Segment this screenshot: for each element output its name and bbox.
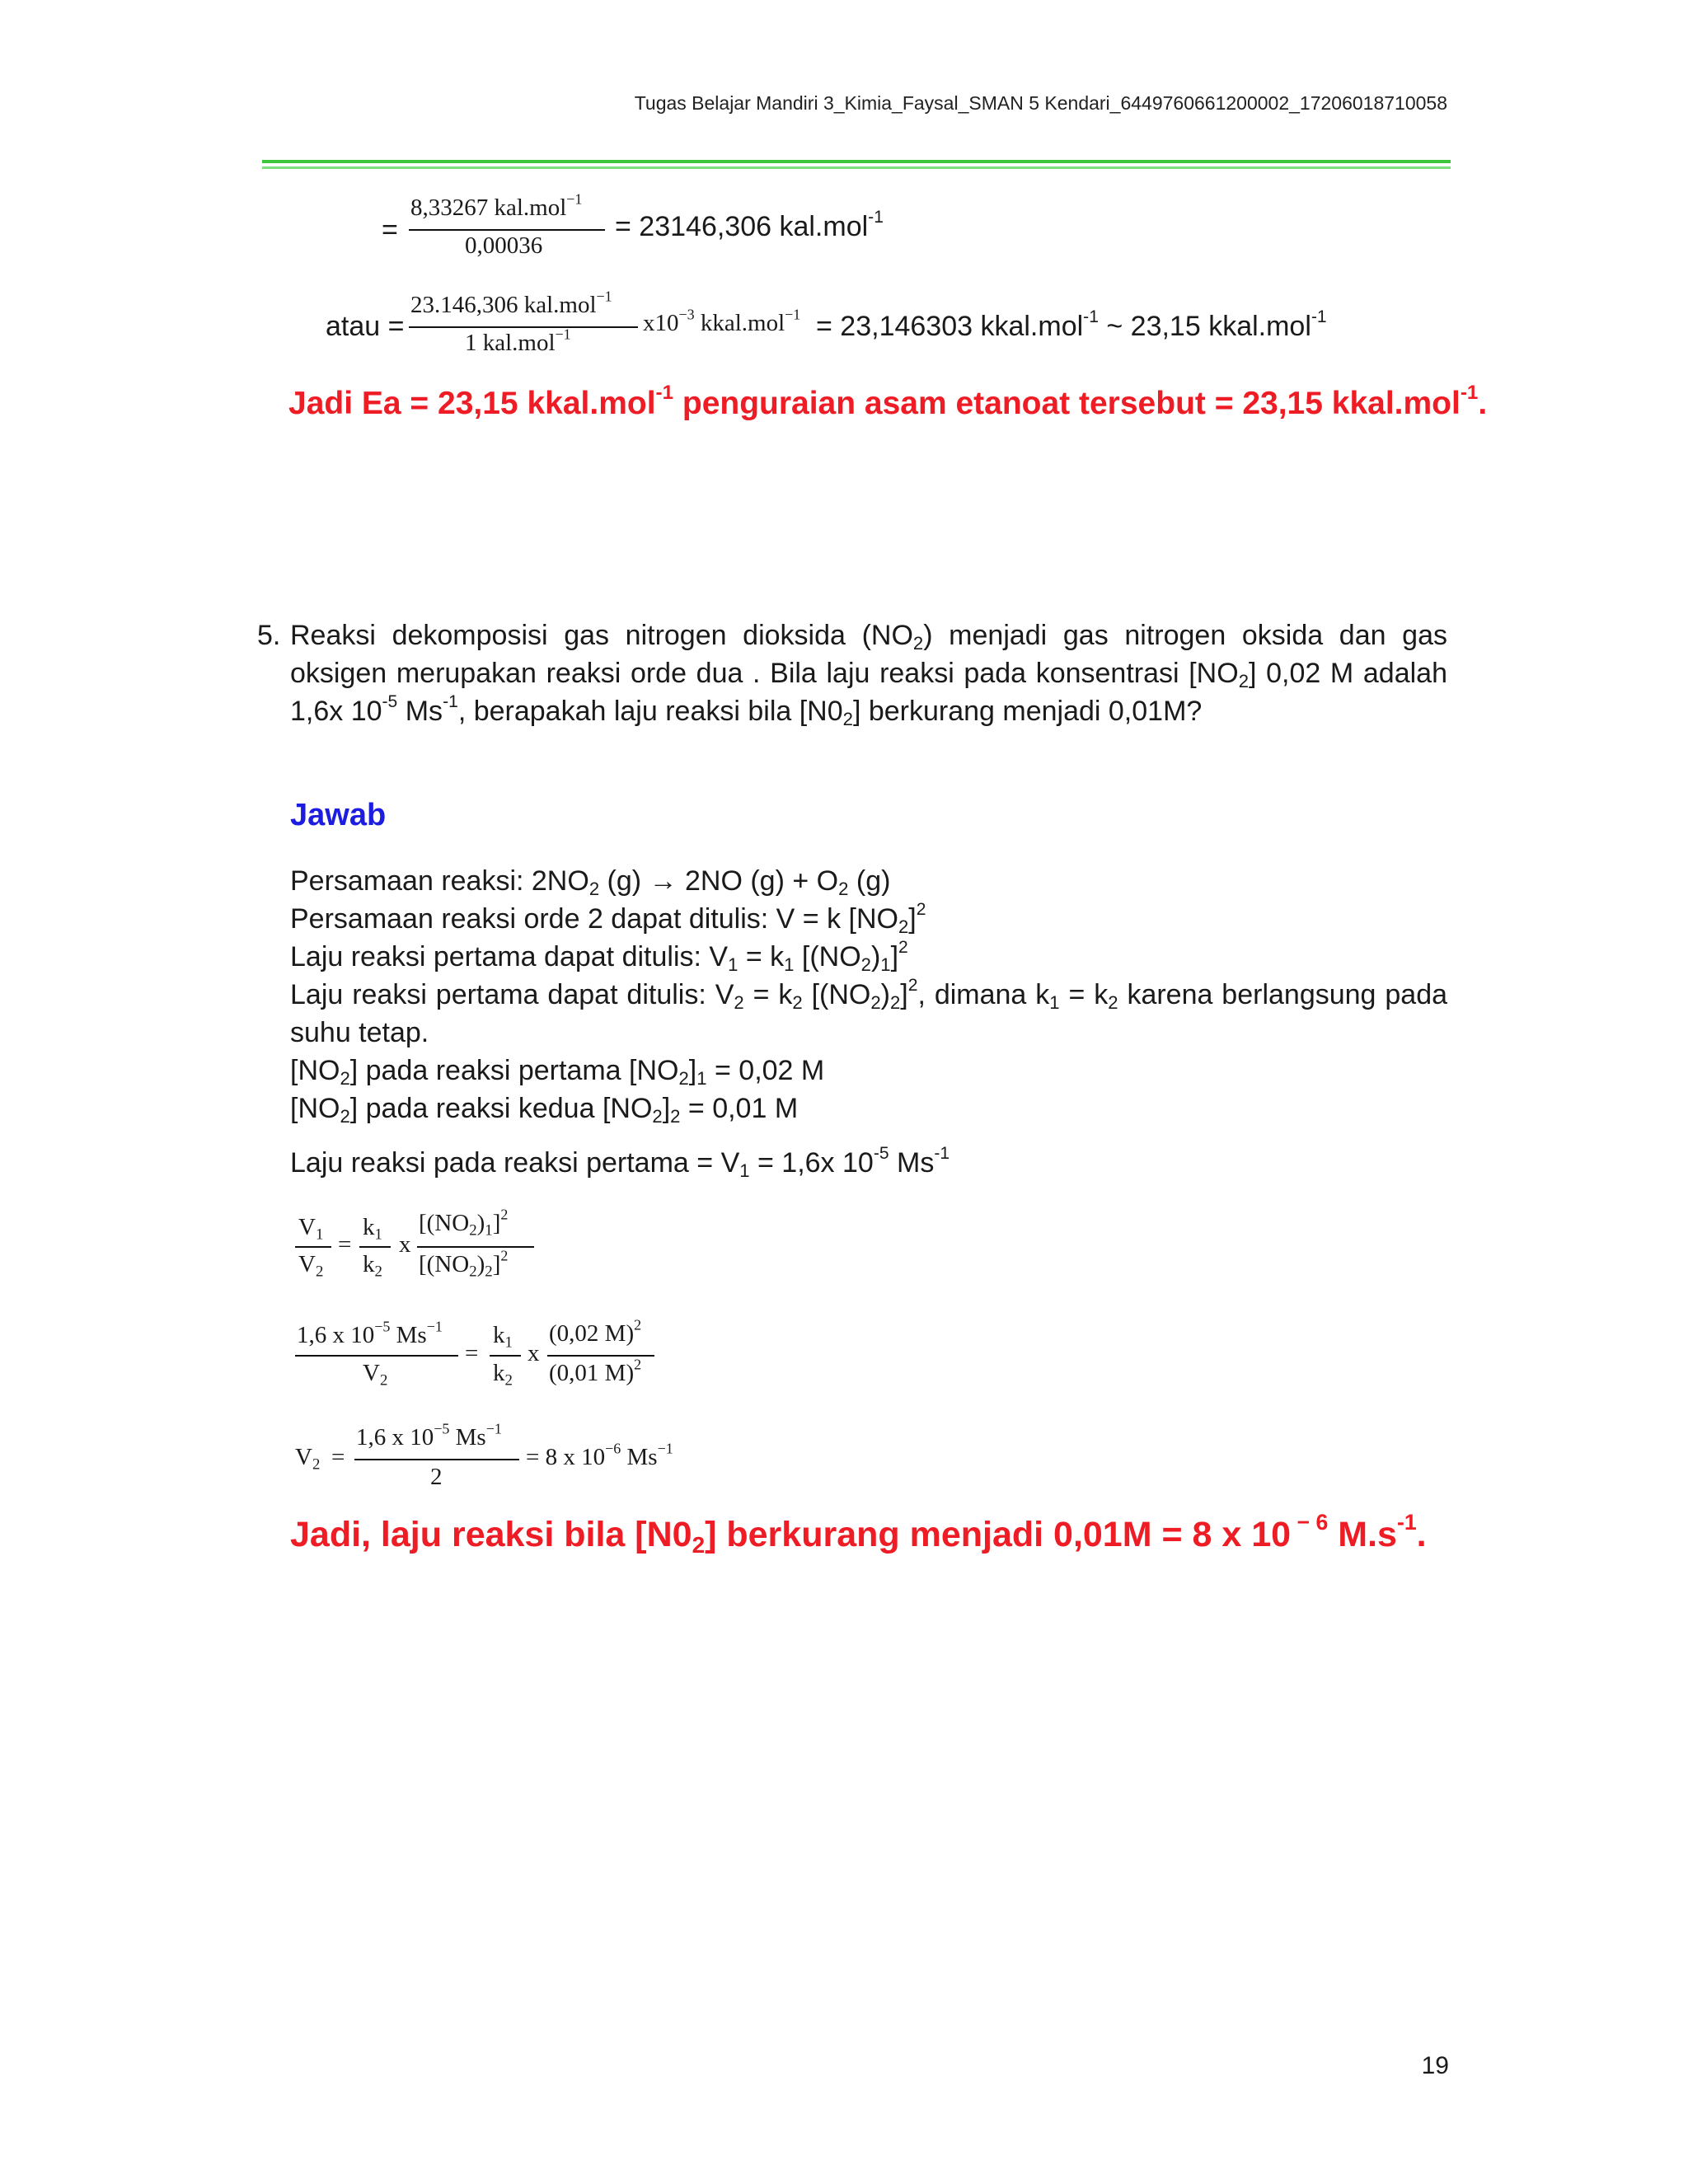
fraction-bar — [490, 1355, 521, 1357]
fraction-denominator: 1 kal.mol$^{-1}$ — [465, 326, 571, 356]
eq-term: $V_2$ — [363, 1360, 388, 1390]
conclusion-activation-energy: Jadi Ea = 23,15 kkal.mol$^{-1}$ penguraian asam etanoat tersebut = 23,15 kkal.mol$^{-1}$. — [288, 381, 1488, 421]
calc-result: = 23,146303 kkal.mol$^{-1}$ ~ 23,15 kkal.mol$^{-1}$ — [816, 307, 1327, 342]
eq-sign: = — [331, 1444, 345, 1470]
fraction-bar — [359, 1246, 391, 1248]
answer-line: Persamaan reaksi: $2NO_2$ (g) → 2NO $(g) + O_2$ (g) — [290, 865, 891, 900]
eq-term: $k_1$ — [363, 1214, 382, 1244]
page-number: 19 — [1421, 2052, 1449, 2079]
answer-line: $[NO_2]$ pada reaksi pertama $[NO_2]_1 = 0,02$ M — [290, 1055, 825, 1090]
calc-result: = 23146,306 kal.mol$^{-1}$ — [615, 208, 884, 242]
eq-term: 1,6 x $10^{-5}$ $Ms^{-1}$ — [297, 1318, 443, 1348]
eq-multiply: x — [399, 1231, 411, 1258]
answer-line: Persamaan reaksi orde 2 dapat ditulis: V = k $[NO_2]^2$ — [290, 900, 926, 938]
eq-term: $V_1$ — [298, 1214, 324, 1244]
eq-term: $[(NO_2)_2]^2$ — [419, 1247, 509, 1281]
fraction-bar — [409, 326, 638, 328]
eq-term: $k_2$ — [363, 1251, 382, 1281]
fraction-bar — [295, 1355, 458, 1357]
eq-result: = 8 x $10^{-6}$ $Ms^{-1}$ — [526, 1440, 673, 1470]
equals-sign: = — [382, 214, 398, 246]
calc-lead: atau = — [326, 311, 405, 342]
eq-sign: = — [465, 1340, 479, 1366]
fraction-bar — [354, 1459, 519, 1460]
answer-body — [290, 862, 1447, 1182]
answer-line: Laju reaksi pertama dapat ditulis: $V_2 = k_2$ $[(NO_2)_2]^2$, dimana $k_1 = k_2$ karena berlangsung pada — [290, 976, 1448, 1014]
question-text — [290, 616, 1447, 730]
question-line: 1,6x $10^{-5}$ $Ms^{-1}$, berapakah laju reaksi bila $[N0_2]$ berkurang menjadi 0,01M? — [290, 692, 1203, 730]
eq-term: $k_2$ — [493, 1360, 513, 1390]
fraction-bar — [295, 1246, 331, 1248]
header-rule — [262, 160, 1451, 163]
answer-line: $[NO_2]$ pada reaksi kedua $[NO_2]_2 = 0,01$ M — [290, 1093, 799, 1127]
answer-line: Laju reaksi pada reaksi pertama = $V_1 = 1,6x$ $10^{-5}$ $Ms^{-1}$ — [290, 1144, 950, 1182]
right-arrow-icon: → — [649, 865, 678, 897]
fraction-denominator: 0,00036 — [465, 232, 543, 259]
eq-term: $k_1$ — [493, 1322, 513, 1352]
eq-term: (0,02 M)$^2$ — [549, 1316, 642, 1347]
eq-sign: = — [338, 1231, 352, 1258]
page-header: Tugas Belajar Mandiri 3_Kimia_Faysal_SMAN 5 Kendari_6449760661200002_17206018710058 — [634, 92, 1447, 114]
fraction-bar — [409, 229, 605, 231]
eq-term: $V_2$ — [298, 1251, 324, 1281]
eq-term: 1,6 x $10^{-5}$ $Ms^{-1}$ — [356, 1420, 502, 1451]
unit-factor: $x10^{-3}$ kkal.mol$^{-1}$ — [643, 306, 801, 336]
conclusion-reaction-rate: Jadi, laju reaksi bila $[N0_2]$ berkurang menjadi 0,01M = 8 x 10 $^{- 6}$ $M.s^{-1}$. — [290, 1510, 1427, 1558]
fraction-numerator: 23.146,306 kal.mol$^{-1}$ — [410, 288, 612, 318]
answer-line: suhu tetap. — [290, 1017, 429, 1048]
question-line: Reaksi dekomposisi gas nitrogen dioksida $(NO_2)$ menjadi gas nitrogen oksida dan gas — [290, 620, 1447, 654]
fraction-bar — [417, 1246, 534, 1248]
fraction-numerator: 8,33267 kal.mol$^{-1}$ — [410, 190, 583, 221]
header-rule-secondary — [262, 166, 1451, 169]
question-number: 5. — [257, 620, 281, 651]
answer-heading: Jawab — [290, 798, 387, 832]
eq-term: 2 — [430, 1464, 443, 1490]
answer-line: Laju reaksi pertama dapat ditulis: $V_1 = k_1$ $[(NO_2)_1]^2$ — [290, 938, 908, 976]
eq-term: $V_2$ — [295, 1444, 321, 1474]
eq-multiply: x — [528, 1340, 540, 1366]
question-line: oksigen merupakan reaksi orde dua . Bila laju reaksi pada konsentrasi $[NO_2]$ 0,02 M adalah — [290, 658, 1447, 692]
eq-term: (0,01 M)$^2$ — [549, 1356, 642, 1386]
eq-term: $[(NO_2)_1]^2$ — [419, 1206, 509, 1240]
